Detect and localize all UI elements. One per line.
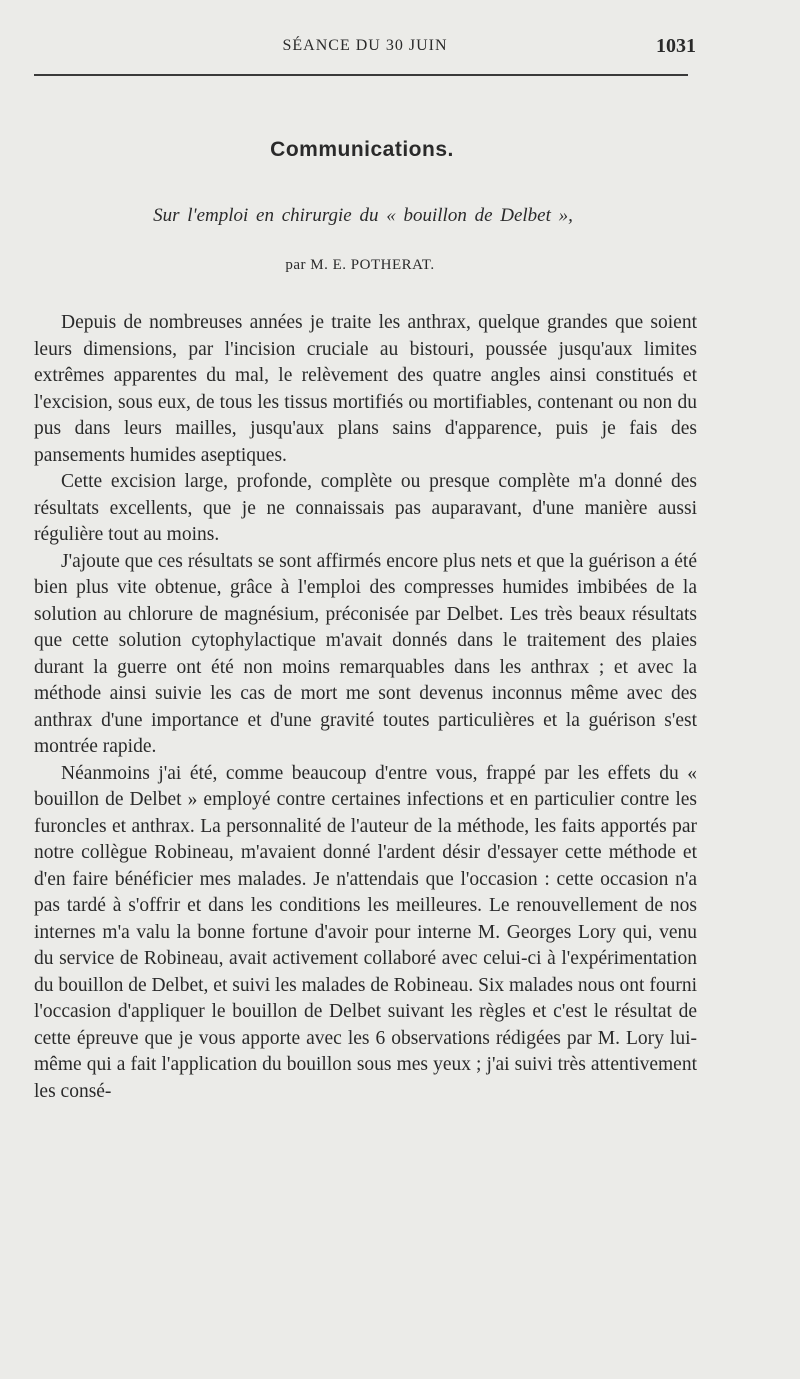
paragraph-3: J'ajoute que ces résultats se sont affirmés encore plus nets et que la guérison a été bien plus vite obtenue, grâce à l'emploi des compresses humides imbibées de la solution au chlorure de magnésium, préconisée par Delbet. Les très beaux résultats que cette solution cytophylactique m'avait donnés dans le traitement des plaies durant la guerre ont été non moins remarquables dans les anthrax ; et avec la méthode ainsi suivie les cas de mort me sont devenus inconnus même avec des anthrax d'une importance et d'une gravité toutes particulières et la guérison s'est montrée rapide. bbox=[34, 550, 697, 757]
article-title: Sur l'emploi en chirurgie du « bouillon de Delbet », bbox=[153, 205, 573, 226]
page-number: 1031 bbox=[656, 35, 696, 57]
article-byline: par M. E. POTHERAT. bbox=[285, 257, 435, 273]
running-title: SÉANCE DU 30 JUIN bbox=[282, 37, 448, 54]
paragraph-1: Depuis de nombreuses années je traite les anthrax, quelque grandes que soient leurs dimensions, par l'incision cruciale au bistouri, poussée jusqu'aux limites extrêmes apparentes du mal, le relèvement des quatre angles ainsi constitués et l'excision, sous eux, de tous les tissus mortifiés ou mortifiables, contenant ou non du pus dans leurs mailles, jusqu'aux plans sains d'apparence, puis je fais des pansements humides aseptiques. bbox=[34, 312, 697, 466]
article-body bbox=[34, 310, 697, 1105]
paragraph-4: Néanmoins j'ai été, comme beaucoup d'entre vous, frappé par les effets du « bouillon de Delbet » employé contre certaines infections et en particulier contre les furoncles et anthrax. La personnalité de l'auteur de la méthode, les faits apportés par notre collègue Robineau, m'avaient donné l'ardent désir d'essayer cette méthode et d'en faire bénéficier mes malades. Je n'attendais que l'occasion : cette occasion n'a pas tardé à s'offrir et dans les conditions les meilleures. Le renouvellement de nos internes m'a valu la bonne fortune d'avoir pour interne M. Georges Lory qui, venu du service de Robineau, avait activement collaboré avec celui-ci à l'expérimentation du bouillon de Delbet, et suivi les malades de Robineau. Six malades nous ont fourni l'occasion d'appliquer le bouillon de Delbet suivant les règles et c'est le résultat de cette épreuve que je vous apporte avec les 6 observations rédigées par M. Lory lui-même qui a fait l'application du bouillon sous mes yeux ; j'ai suivi très attentivement les consé- bbox=[34, 762, 697, 1102]
running-head bbox=[34, 34, 696, 60]
section-title: Communications. bbox=[270, 138, 454, 161]
paragraph-2: Cette excision large, profonde, complète ou presque complète m'a donné des résultats excellents, que je ne connaissais pas auparavant, d'une manière aussi régulière tout au moins. bbox=[34, 471, 697, 545]
header-rule bbox=[34, 74, 688, 76]
